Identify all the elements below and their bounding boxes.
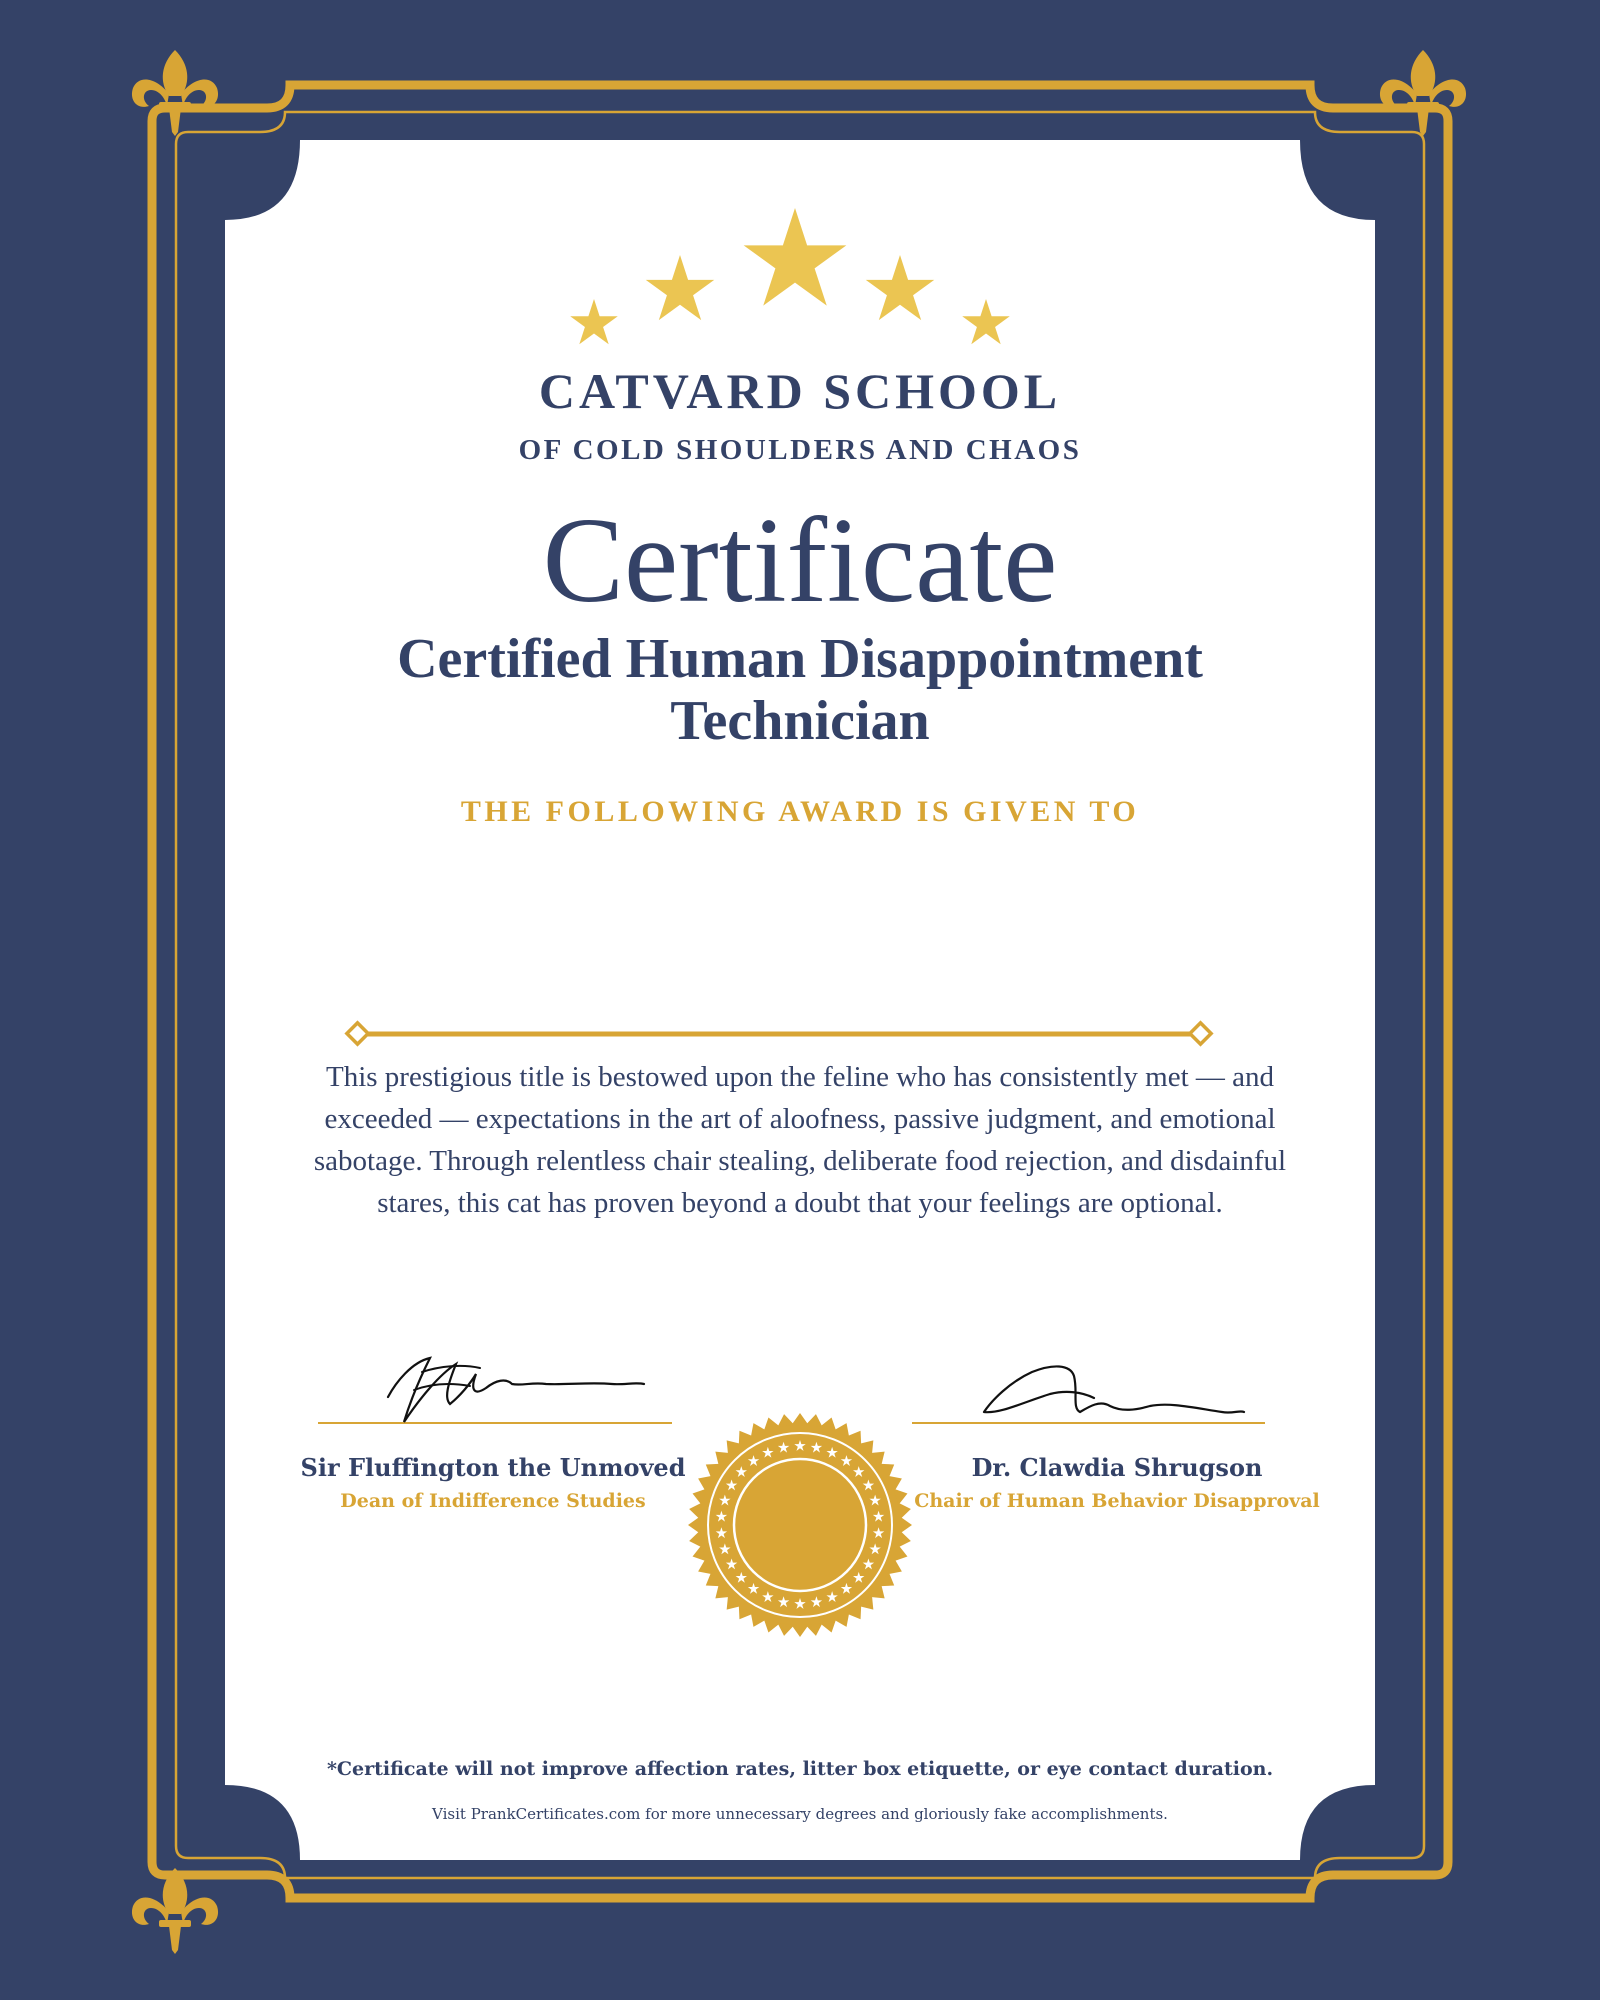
signatory-left-role: Dean of Indifference Studies	[340, 1490, 646, 1512]
fleur-de-lis-icon	[132, 50, 218, 136]
signatory-left-name: Sir Fluffington the Unmoved	[300, 1453, 686, 1482]
school-subtitle: OF COLD SHOULDERS AND CHAOS	[518, 434, 1082, 466]
certificate-title: Certificate	[542, 493, 1058, 628]
signatory-right-role: Chair of Human Behavior Disapproval	[914, 1490, 1320, 1512]
school-name: CATVARD SCHOOL	[538, 363, 1062, 419]
footer-visit-text: Visit PrankCertificates.com for more unnecessary degrees and gloriously fake accomplishments.	[432, 1805, 1168, 1823]
award-title-line2: Technician	[670, 690, 930, 752]
signatory-right-name: Dr. Clawdia Shrugson	[971, 1453, 1263, 1482]
fleur-de-lis-icon	[1380, 50, 1466, 136]
fleur-de-lis-icon	[132, 1868, 218, 1954]
certificate-description: This prestigious title is bestowed upon the feline who has consistently met — and exceeded — expectations in the art of aloofness, passive judgment, and emotional sabotage. Through relentless chair stealing, deliberate food rejection, and disdainful stares, this cat has proven beyond a doubt that your feelings are optional.	[313, 1061, 1287, 1219]
given-to-label: THE FOLLOWING AWARD IS GIVEN TO	[460, 795, 1140, 828]
award-title	[0, 628, 1600, 752]
award-title-line1: Certified Human Disappointment	[397, 628, 1203, 690]
disclaimer-note: *Certificate will not improve affection rates, litter box etiquette, or eye contact duration.	[326, 1758, 1274, 1780]
